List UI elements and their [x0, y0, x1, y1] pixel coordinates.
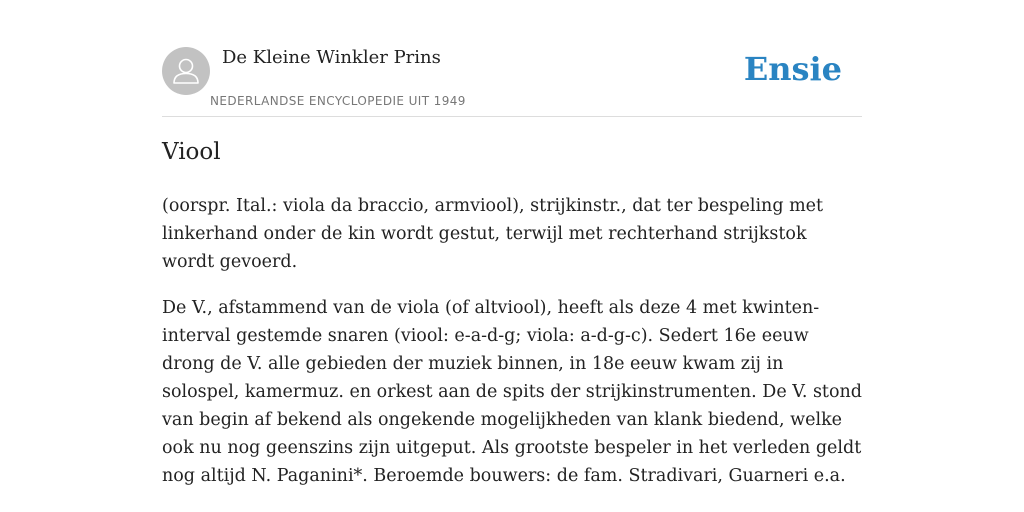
- source-header: [162, 46, 862, 117]
- entry-paragraph: (oorspr. Ital.: viola da braccio, armviool), strijkinstr., dat ter bespeling met linkerhand onder de kin wordt gestut, terwijl met rechterhand strijkstok wordt gevoerd.: [162, 196, 824, 272]
- entry-title: Viool: [162, 139, 221, 165]
- source-title[interactable]: De Kleine Winkler Prins: [222, 47, 441, 68]
- user-avatar-icon[interactable]: [162, 47, 210, 95]
- entry-paragraph: De V., afstammend van de viola (of altviool), heeft als deze 4 met kwinten-interval gestemde snaren (viool: e-a-d-g; viola: a-d-g-c). Sedert 16e eeuw drong de V. alle gebieden der muziek binnen, in 18e eeuw kwam zij in solospel, kamermuz. en orkest aan de spits der strijkinstrumenten. De V. stond van begin af bekend als ongekende mogelijkheden van klank biedend, welke ook nu nog geenszins zijn uitgeput. Als grootste bespeler in het verleden geldt nog altijd N. Paganini*. Beroemde bouwers: de fam. Stradivari, Guarneri e.a.: [162, 298, 862, 486]
- entry-body: [162, 192, 864, 508]
- ensie-logo[interactable]: Ensie: [743, 50, 842, 88]
- source-subtitle: NEDERLANDSE ENCYCLOPEDIE UIT 1949: [210, 94, 466, 108]
